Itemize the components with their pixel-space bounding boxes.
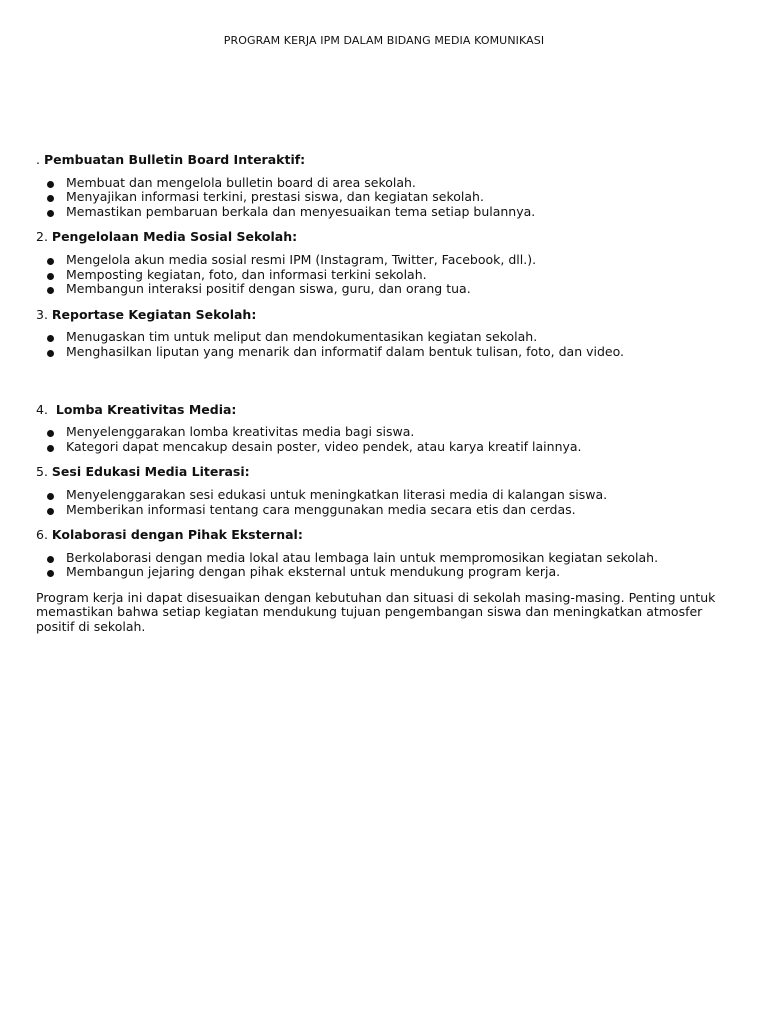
list-item: Membangun jejaring dengan pihak eksternal untuk mendukung program kerja. — [36, 565, 726, 580]
section-bulletin-board — [36, 153, 726, 219]
list-item: Kategori dapat mencakup desain poster, video pendek, atau karya kreatif lainnya. — [36, 440, 726, 455]
section-heading — [36, 308, 726, 323]
section-lomba — [36, 403, 726, 455]
list-item: Memberikan informasi tentang cara menggunakan media secara etis dan cerdas. — [36, 503, 726, 518]
list-item: Memposting kegiatan, foto, dan informasi terkini sekolah. — [36, 268, 726, 283]
section-edukasi — [36, 465, 726, 517]
list-item: Menyelenggarakan sesi edukasi untuk meningkatkan literasi media di kalangan siswa. — [36, 488, 726, 503]
section-heading — [36, 465, 726, 480]
page-title: PROGRAM KERJA IPM DALAM BIDANG MEDIA KOMUNIKASI — [223, 34, 545, 47]
section-heading — [36, 403, 726, 418]
section-number: . — [36, 152, 44, 167]
bullet-list — [36, 176, 726, 220]
list-item: Berkolaborasi dengan media lokal atau lembaga lain untuk mempromosikan kegiatan sekolah. — [36, 551, 726, 566]
bullet-list — [36, 425, 726, 454]
section-reportase — [36, 308, 726, 360]
bullet-list — [36, 330, 726, 359]
list-item: Menugaskan tim untuk meliput dan mendokumentasikan kegiatan sekolah. — [36, 330, 726, 345]
section-number: 2. — [36, 229, 52, 245]
section-title: Pengelolaan Media Sosial Sekolah: — [51, 229, 298, 245]
section-number: 3. — [36, 306, 52, 322]
section-number: 5. — [36, 464, 52, 480]
list-item: Membuat dan mengelola bulletin board di area sekolah. — [36, 176, 726, 191]
list-item: Memastikan pembaruan berkala dan menyesuaikan tema setiap bulannya. — [36, 205, 726, 220]
section-heading — [36, 153, 726, 168]
list-item: Menyajikan informasi terkini, prestasi siswa, dan kegiatan sekolah. — [36, 190, 726, 205]
bullet-list — [36, 488, 726, 517]
section-title: Sesi Edukasi Media Literasi: — [51, 464, 250, 480]
section-title: Kolaborasi dengan Pihak Eksternal: — [51, 527, 303, 543]
section-title: Pembuatan Bulletin Board Interaktif: — [43, 152, 306, 167]
section-heading — [36, 528, 726, 543]
list-item: Menghasilkan liputan yang menarik dan informatif dalam bentuk tulisan, foto, dan video. — [36, 345, 726, 360]
document-body — [36, 153, 726, 635]
bullet-list — [36, 551, 726, 580]
bullet-list — [36, 253, 726, 297]
section-title: Lomba Kreativitas Media: — [55, 401, 237, 417]
closing-paragraph: Program kerja ini dapat disesuaikan dengan kebutuhan dan situasi di sekolah masing-masing. Penting untuk memastikan bahwa setiap kegiatan mendukung tujuan pengembangan siswa dan meningkatkan atmosfer positif di sekolah. — [36, 589, 716, 635]
section-heading — [36, 230, 726, 245]
section-number: 4. — [36, 401, 56, 417]
list-item: Membangun interaksi positif dengan siswa, guru, dan orang tua. — [36, 282, 726, 297]
section-kolaborasi — [36, 528, 726, 580]
section-number: 6. — [36, 527, 52, 543]
list-item: Mengelola akun media sosial resmi IPM (Instagram, Twitter, Facebook, dll.). — [36, 253, 726, 268]
list-item: Menyelenggarakan lomba kreativitas media bagi siswa. — [36, 425, 726, 440]
section-title: Reportase Kegiatan Sekolah: — [51, 306, 257, 322]
section-social-media — [36, 230, 726, 296]
